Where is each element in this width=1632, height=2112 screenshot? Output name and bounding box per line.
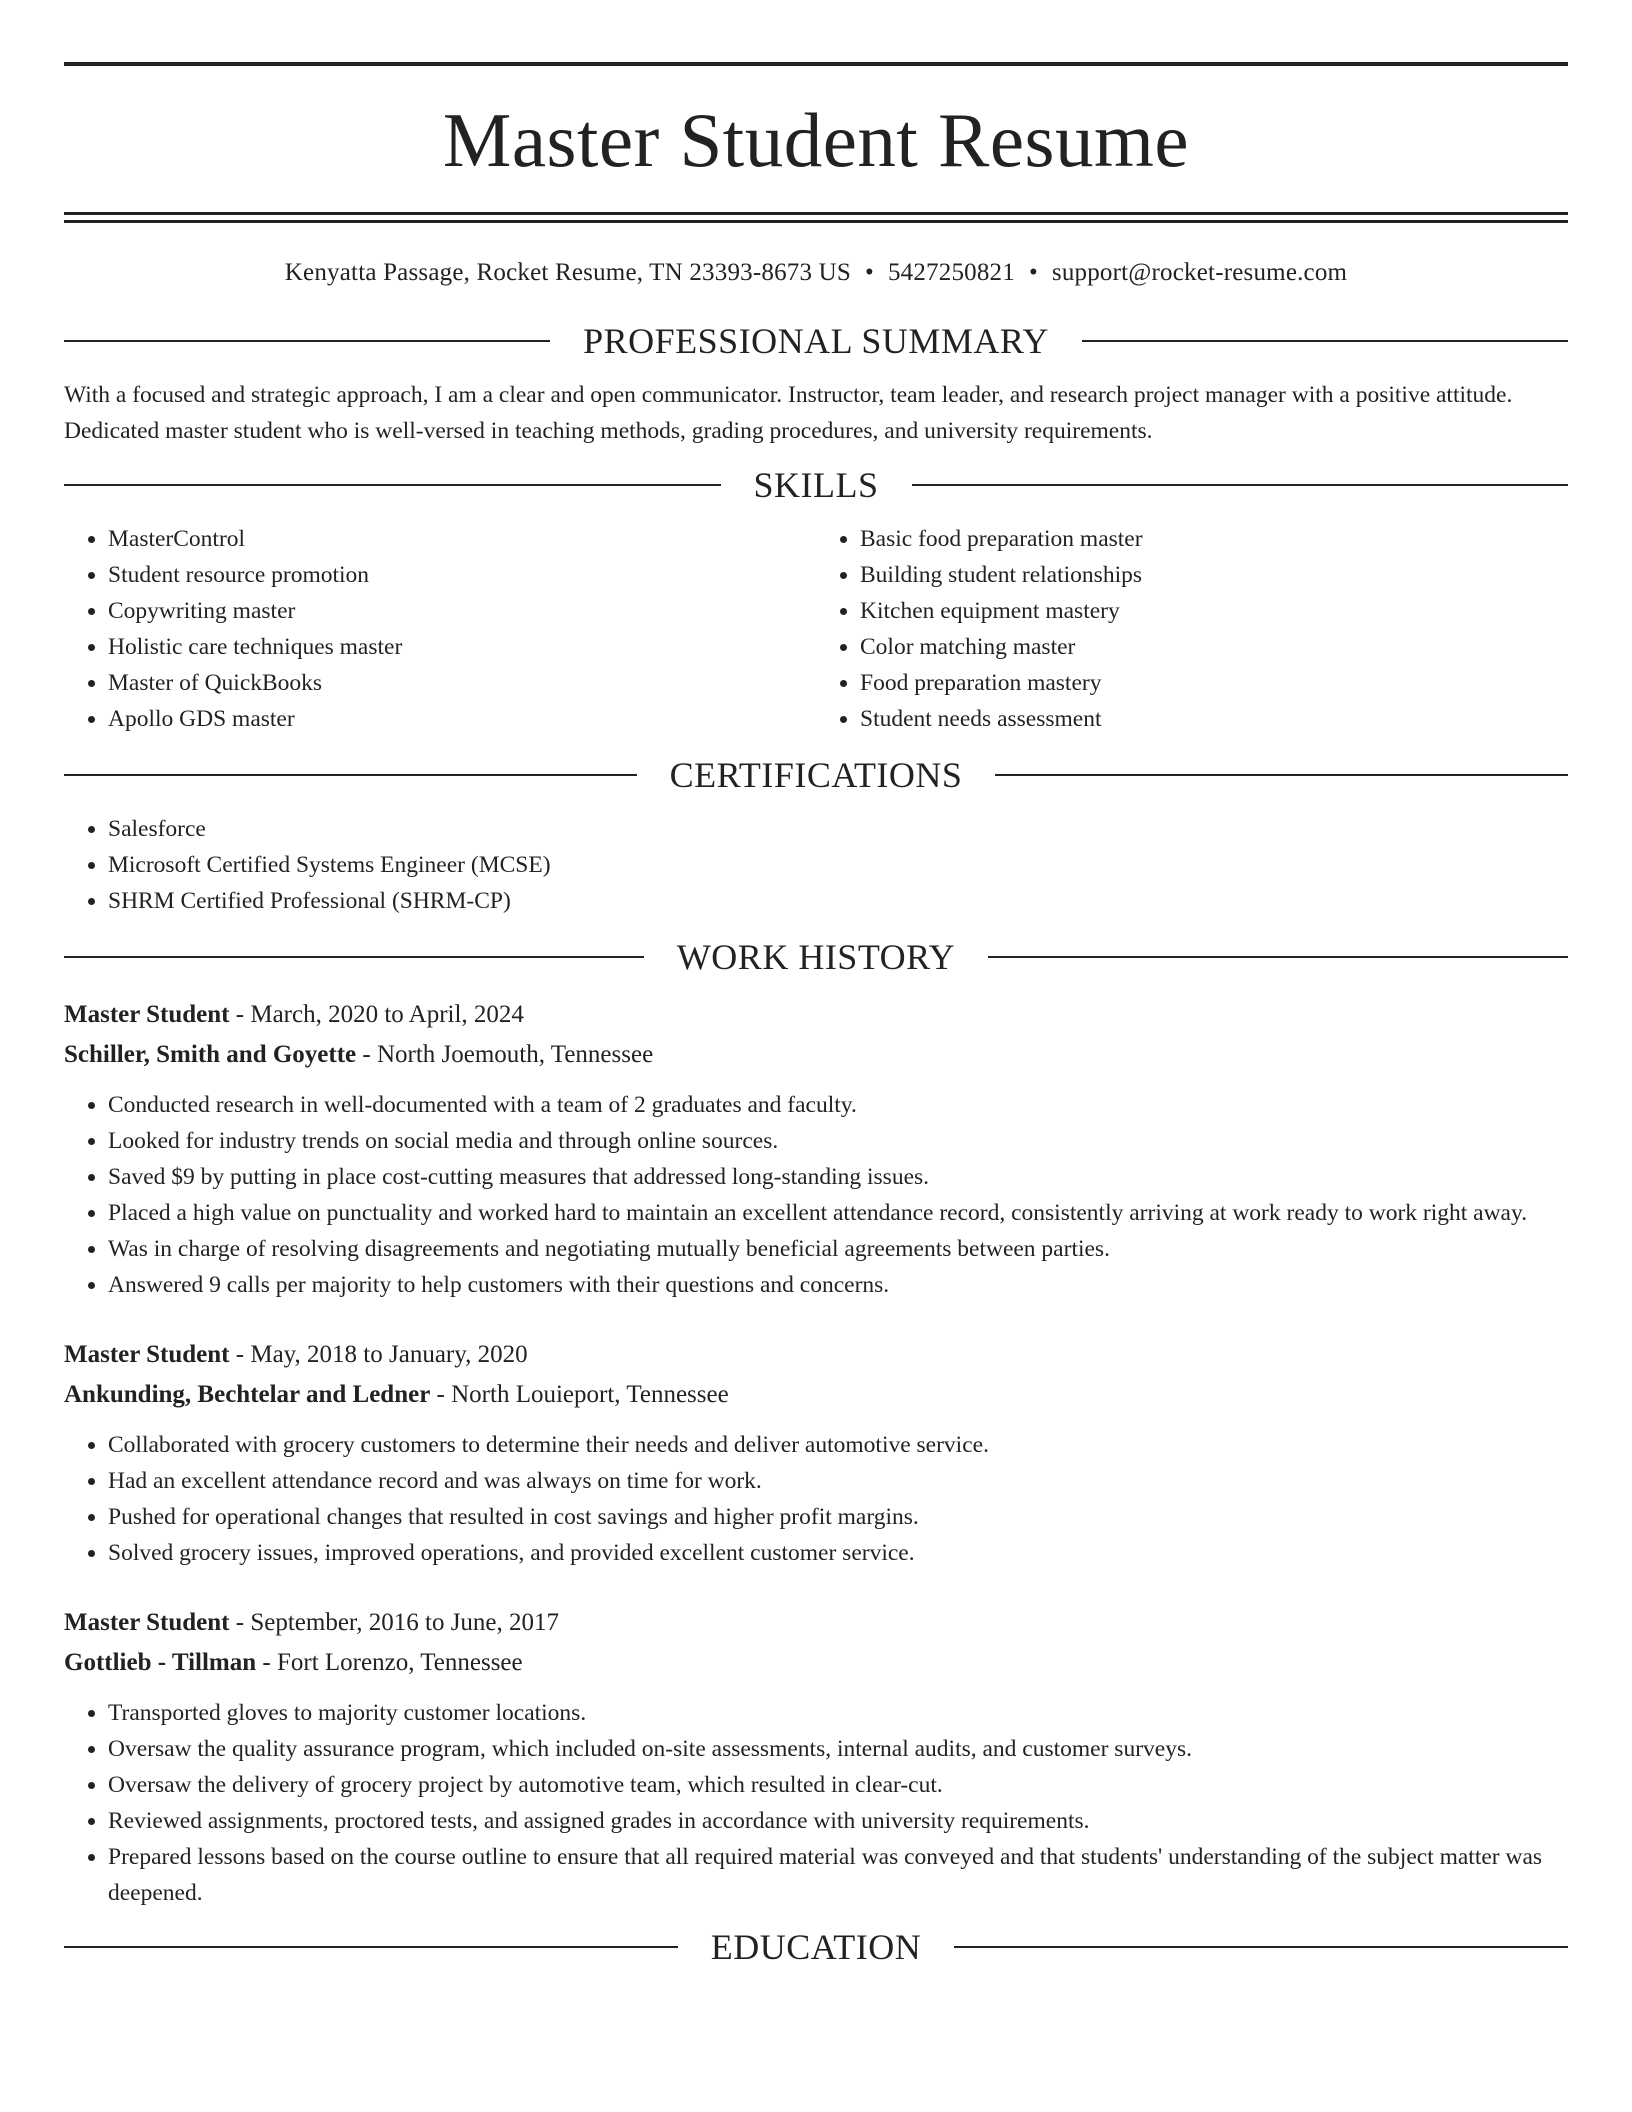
section-title: EDUCATION <box>710 1927 922 1967</box>
section-title: SKILLS <box>753 465 879 505</box>
list-item: • Master of QuickBooks <box>108 665 816 701</box>
contact-separator: • <box>865 259 874 286</box>
list-item: • Color matching master <box>860 629 1568 665</box>
job-company: Schiller, Smith and Goyette <box>64 1041 357 1068</box>
skills-list-left <box>64 521 816 737</box>
list-item: • Oversaw the quality assurance program, which included on-site assessments, internal audits, and customer surveys. <box>108 1731 1568 1767</box>
list-item: • Student resource promotion <box>108 557 816 593</box>
job-company: Gottlieb - Tillman <box>64 1649 257 1676</box>
top-rule <box>64 62 1568 66</box>
skills-column-left <box>64 521 816 737</box>
summary-text: With a focused and strategic approach, I am a clear and open communicator. Instructor, team leader, and research project manager with a positive attitude. Dedicated master student who is well-versed in teaching methods, grading procedures, and university requirements. <box>64 382 1513 444</box>
heading-rule-right <box>988 956 1568 958</box>
job-location: - Fort Lorenzo, Tennessee <box>256 1649 523 1676</box>
list-item: • Kitchen equipment mastery <box>860 593 1568 629</box>
list-item: • Reviewed assignments, proctored tests, and assigned grades in accordance with university requirements. <box>108 1803 1568 1839</box>
job-bullets <box>64 1427 1568 1571</box>
certifications-list <box>64 811 1568 919</box>
contact-phone: 5427250821 <box>887 259 1015 286</box>
list-item: • Collaborated with grocery customers to determine their needs and deliver automotive service. <box>108 1427 1568 1463</box>
heading-rule-right <box>954 1946 1568 1948</box>
job-title-line <box>64 995 1568 1035</box>
job-bullets <box>64 1695 1568 1911</box>
heading-rule-right <box>995 774 1568 776</box>
job-company-line <box>64 1035 1568 1075</box>
contact-separator: • <box>1028 259 1038 286</box>
contact-address: Kenyatta Passage, Rocket Resume, TN 23393-8673 US <box>284 259 851 286</box>
list-item: • Prepared lessons based on the course outline to ensure that all required material was conveyed and that students' understanding of the subject matter was deepened. <box>108 1839 1568 1911</box>
section-title: WORK HISTORY <box>676 937 956 977</box>
skills-column-right <box>816 521 1568 737</box>
skills-columns <box>64 521 1568 737</box>
list-item: • Apollo GDS master <box>108 701 816 737</box>
list-item: • Placed a high value on punctuality and worked hard to maintain an excellent attendance record, consistently arriving at work ready to work right away. <box>108 1195 1568 1231</box>
list-item: • Copywriting master <box>108 593 816 629</box>
job-title-line <box>64 1603 1568 1643</box>
list-item: • Had an excellent attendance record and was always on time for work. <box>108 1463 1568 1499</box>
list-item: • Transported gloves to majority customer locations. <box>108 1695 1568 1731</box>
title-double-rule <box>64 212 1568 223</box>
list-item: • Student needs assessment <box>860 701 1568 737</box>
job-company: Ankunding, Bechtelar and Ledner <box>64 1381 431 1408</box>
job-entry <box>64 1603 1568 1911</box>
section-heading-work-history <box>64 935 1568 979</box>
list-item: • SHRM Certified Professional (SHRM-CP) <box>108 883 1568 919</box>
list-item: • Saved $9 by putting in place cost-cutting measures that addressed long-standing issues. <box>108 1159 1568 1195</box>
job-dates: - September, 2016 to June, 2017 <box>229 1609 560 1636</box>
job-location: - North Louieport, Tennessee <box>430 1381 729 1408</box>
section-heading-certifications <box>64 753 1568 797</box>
heading-rule-right <box>1082 340 1568 342</box>
contact-line <box>64 257 1568 289</box>
job-bullets <box>64 1087 1568 1303</box>
heading-rule-left <box>64 774 637 776</box>
section-title: PROFESSIONAL SUMMARY <box>583 321 1049 361</box>
list-item: • Pushed for operational changes that resulted in cost savings and higher profit margins. <box>108 1499 1568 1535</box>
list-item: • MasterControl <box>108 521 816 557</box>
job-dates: - May, 2018 to January, 2020 <box>229 1341 528 1368</box>
list-item: • Solved grocery issues, improved operations, and provided excellent customer service. <box>108 1535 1568 1571</box>
job-company-line <box>64 1375 1568 1415</box>
job-location: - North Joemouth, Tennessee <box>356 1041 654 1068</box>
section-title: CERTIFICATIONS <box>669 755 963 795</box>
heading-rule-left <box>64 1946 678 1948</box>
resume-title: Master Student Resume <box>442 97 1190 183</box>
list-item: • Holistic care techniques master <box>108 629 816 665</box>
section-heading-skills <box>64 463 1568 507</box>
list-item: • Answered 9 calls per majority to help customers with their questions and concerns. <box>108 1267 1568 1303</box>
contact-email: support@rocket-resume.com <box>1051 259 1348 286</box>
job-title: Master Student <box>64 1609 230 1636</box>
job-entry <box>64 995 1568 1303</box>
list-item: • Basic food preparation master <box>860 521 1568 557</box>
skills-list-right <box>816 521 1568 737</box>
job-company-line <box>64 1643 1568 1683</box>
list-item: • Looked for industry trends on social media and through online sources. <box>108 1123 1568 1159</box>
section-heading-education <box>64 1925 1568 1969</box>
list-item: • Microsoft Certified Systems Engineer (MCSE) <box>108 847 1568 883</box>
list-item: • Food preparation mastery <box>860 665 1568 701</box>
list-item: • Conducted research in well-documented with a team of 2 graduates and faculty. <box>108 1087 1568 1123</box>
job-title: Master Student <box>64 1341 230 1368</box>
job-title: Master Student <box>64 1001 230 1028</box>
list-item: • Building student relationships <box>860 557 1568 593</box>
section-heading-summary <box>64 319 1568 363</box>
certifications-block <box>64 811 1568 919</box>
heading-rule-right <box>912 484 1569 486</box>
list-item: • Salesforce <box>108 811 1568 847</box>
job-entry <box>64 1335 1568 1571</box>
list-item: • Oversaw the delivery of grocery project by automotive team, which resulted in clear-cut. <box>108 1767 1568 1803</box>
heading-rule-left <box>64 340 550 342</box>
heading-rule-left <box>64 484 721 486</box>
job-title-line <box>64 1335 1568 1375</box>
job-dates: - March, 2020 to April, 2024 <box>229 1001 524 1028</box>
list-item: • Was in charge of resolving disagreements and negotiating mutually beneficial agreements between parties. <box>108 1231 1568 1267</box>
heading-rule-left <box>64 956 644 958</box>
